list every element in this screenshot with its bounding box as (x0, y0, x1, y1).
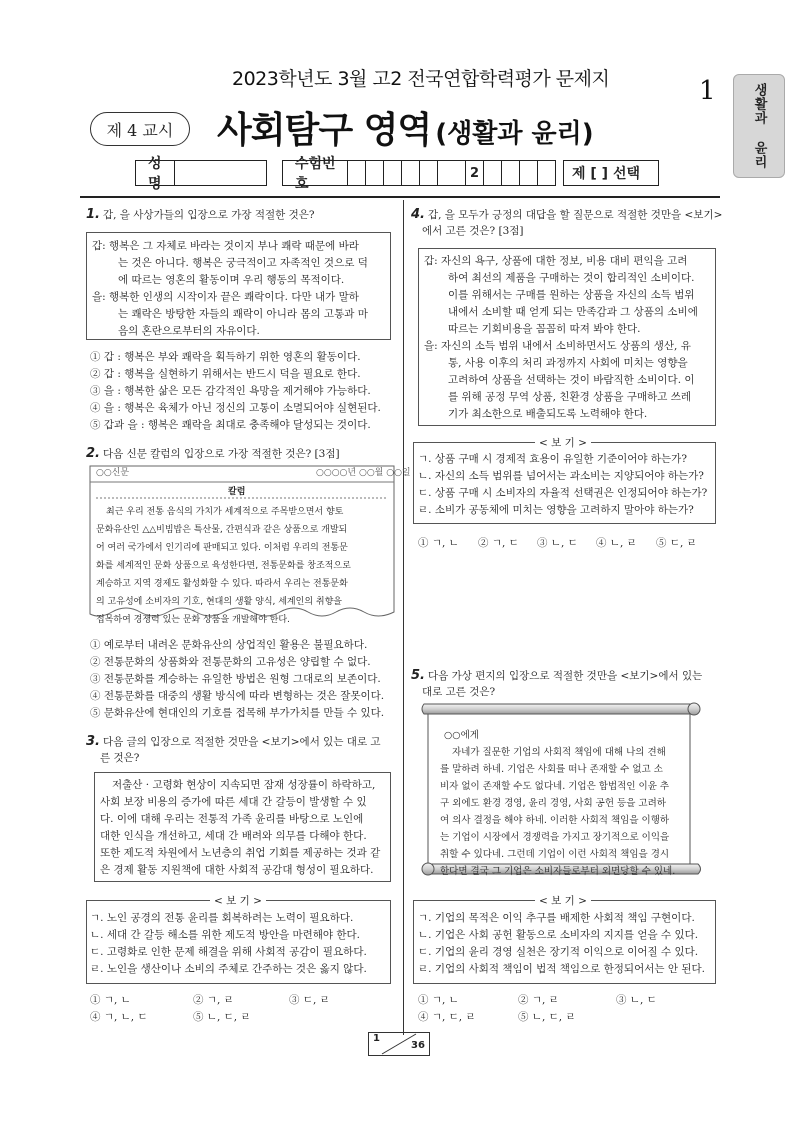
question-4-prompt (411, 206, 722, 224)
passage-line: 어 여러 국가에서 인기리에 판매되고 있다. 이처럼 우리의 전통문 (96, 543, 348, 553)
passage-line: 문화유산인 △△비빔밥은 특산물, 간편식과 같은 상품으로 개발되 (96, 525, 348, 535)
answer-option[interactable]: ② ㄱ, ㄹ (193, 994, 234, 1006)
bogi-label: < 보 기 > (535, 435, 591, 450)
bogi-label: < 보 기 > (535, 893, 591, 908)
answer-option[interactable]: ④ 전통문화를 대중의 생활 방식에 따라 변형하는 것은 잘못이다. (90, 690, 385, 702)
bogi-item: ㄱ. 노인 공경의 전통 윤리를 회복하려는 노력이 필요하다. (90, 912, 354, 924)
name-field[interactable] (175, 160, 267, 186)
question-3-text-cont: 른 것은? (100, 752, 140, 764)
passage-line: 을: 행복한 인생의 시작이자 끝은 쾌락이다. 다만 내가 말하 (92, 291, 359, 303)
answer-option[interactable]: ⑤ ㄴ, ㄷ, ㄹ (193, 1011, 251, 1023)
question-2-text: 다음 신문 칼럼의 입장으로 가장 적절한 것은? [3점] (102, 448, 340, 460)
column-divider (403, 200, 404, 1035)
selection-label: 제 [ ] 선택 (572, 166, 640, 182)
exam-number-label: 수험번호 (295, 156, 336, 192)
passage-line: 갑: 자신의 욕구, 상품에 대한 정보, 비용 대비 편익을 고려 (424, 255, 688, 267)
bogi-item: ㄹ. 기업의 사회적 책임이 법적 책임으로 한정되어서는 안 된다. (418, 963, 705, 975)
question-3-text: 다음 글의 입장으로 적절한 것만을 <보기>에서 있는 대로 고 (102, 736, 381, 748)
bogi-item: ㄴ. 세대 간 갈등 해소를 위한 제도적 방안을 마련해야 한다. (90, 929, 361, 941)
bogi-item: ㄱ. 상품 구매 시 경제적 효용이 유일한 기준이어야 하는가? (418, 453, 687, 465)
passage-line: 은 경제 활동 지원책에 대한 사회적 공감대 형성이 필요하다. (100, 864, 374, 876)
question-2-number: 2. (86, 446, 100, 461)
letter-line: 구 외에도 환경 경영, 윤리 경영, 사회 공헌 등을 고려하 (440, 798, 666, 809)
answer-option[interactable]: ⑤ ㄷ, ㄹ (656, 537, 697, 549)
page-number: 1 (699, 76, 716, 106)
exam-number-cell[interactable] (502, 160, 520, 186)
question-5-text: 다음 가상 편지의 입장으로 적절한 것만을 <보기>에서 있는 (427, 670, 703, 682)
exam-number-cell[interactable] (538, 160, 556, 186)
answer-option[interactable]: ⑤ 문화유산에 현대인의 기호를 접목해 부가가치를 만들 수 있다. (90, 707, 385, 719)
passage-line: 를 위해 공정 무역 상품, 친환경 상품을 구매하고 쓰레 (448, 391, 692, 403)
letter-line: 자네가 질문한 기업의 사회적 책임에 대해 나의 견해 (452, 747, 666, 758)
exam-number-label-box (282, 156, 348, 192)
subject-title (217, 102, 594, 153)
column-heading: 칼럼 (228, 487, 246, 497)
letter-line: 여 의사 결정을 해야 하네. 이러한 사회적 책임을 이행하 (440, 815, 670, 826)
answer-option[interactable]: ① ㄱ, ㄴ (418, 537, 459, 549)
exam-number-cell[interactable] (520, 160, 538, 186)
question-4-text: 갑, 을 모두가 긍정의 대답을 할 질문으로 적절한 것만을 <보기> (427, 209, 723, 221)
answer-option[interactable]: ④ 을 : 행복은 육체가 아닌 정신의 고통이 소멸되어야 실현된다. (90, 402, 381, 414)
question-3-prompt (86, 733, 381, 751)
passage-line: 내에서 소비할 때 얻게 되는 만족감과 그 상품의 소비에 (448, 306, 698, 318)
name-label: 성명 (148, 156, 162, 192)
answer-option[interactable]: ① ㄱ, ㄴ (90, 994, 131, 1006)
passage-line: 다. 이에 대해 우리는 전통적 가족 윤리를 바탕으로 노인에 (100, 813, 364, 825)
answer-option[interactable]: ③ ㄷ, ㄹ (289, 994, 330, 1006)
passage-line: 사회 보장 비용의 증가에 따른 세대 간 갈등이 발생할 수 있 (100, 796, 367, 808)
bogi-item: ㄹ. 노인을 생산이나 소비의 주체로 간주하는 것은 옳지 않다. (90, 963, 367, 975)
passage-line: 최근 우리 전통 음식의 가치가 세계적으로 주목받으면서 향토 (106, 507, 344, 517)
subject-side-tab (733, 74, 785, 178)
passage-line: 는 쾌락은 방탕한 자들의 쾌락이 아니라 몸의 고통과 마 (118, 308, 368, 320)
question-1-prompt (86, 206, 315, 224)
header-rule (80, 196, 720, 198)
answer-option[interactable]: ① 예로부터 내려온 문화유산의 상업적인 활용은 불필요하다. (90, 639, 368, 651)
bogi-item: ㄴ. 자신의 소득 범위를 넘어서는 과소비는 지양되어야 하는가? (418, 470, 704, 482)
bogi-item: ㄹ. 소비가 공동체에 미치는 영향을 고려하지 말아야 하는가? (418, 504, 694, 516)
passage-line: 접목하여 경쟁력 있는 문화 상품을 개발해야 한다. (96, 615, 290, 625)
subject-main-title: 사회탐구 영역 (217, 110, 432, 151)
letter-line: 한다면 결국 그 기업은 소비자들로부터 외면당할 수 있네. (440, 866, 676, 877)
subject-subtitle: (생활과 윤리) (435, 119, 594, 149)
letter-line: 취할 수 있다네. 그런데 기업이 이런 사회적 책임을 경시 (440, 849, 670, 860)
answer-option[interactable]: ⑤ ㄴ, ㄷ, ㄹ (518, 1011, 576, 1023)
question-4-text-cont: 에서 고른 것은? [3점] (422, 225, 524, 237)
passage-line: 을: 자신의 소득 범위 내에서 소비하면서도 상품의 생산, 유 (424, 340, 691, 352)
bogi-item: ㄷ. 기업의 윤리 경영 실천은 장기적 이익으로 이어질 수 있다. (418, 946, 699, 958)
passage-line: 계승하고 지역 경제도 활성화할 수 있다. 따라서 우리는 전통문화 (96, 579, 348, 589)
newspaper-date: ○○○○년 ○○월 ○○일 (316, 468, 411, 478)
answer-option[interactable]: ④ ㄱ, ㄷ, ㄹ (418, 1011, 476, 1023)
bogi-item: ㄷ. 고령화로 인한 문제 해결을 위해 사회적 공감이 필요하다. (90, 946, 367, 958)
letter-line: 비자 없이 존재할 수도 없다네. 기업은 합법적인 이윤 추 (440, 781, 670, 792)
exam-title: 2023학년도 3월 고2 전국연합학력평가 문제지 (232, 68, 610, 90)
question-5-text-cont: 대로 고른 것은? (422, 686, 496, 698)
passage-line: 대한 인식을 개선하고, 세대 간 배려와 의무를 다해야 한다. (100, 830, 367, 842)
question-3-number: 3. (86, 734, 100, 749)
question-2-prompt (86, 445, 340, 463)
exam-number-cell[interactable] (348, 160, 366, 186)
passage-line: 에 따르는 영혼의 활동이며 우리 행동의 목적이다. (118, 274, 345, 286)
newspaper-name: ○○신문 (96, 468, 130, 478)
answer-option[interactable]: ② ㄱ, ㄷ (478, 537, 519, 549)
passage-line: 음의 혼란으로부터의 자유이다. (118, 325, 260, 337)
exam-number-hyphen-cell (438, 160, 466, 186)
answer-option[interactable]: ① ㄱ, ㄴ (418, 994, 459, 1006)
bogi-item: ㄴ. 기업은 사회 공헌 활동으로 소비자의 지지를 얻을 수 있다. (418, 929, 699, 941)
period-badge: 제 4 교시 (90, 112, 190, 146)
letter-salutation: ○○에게 (444, 730, 479, 741)
passage-line: 고려하여 상품을 선택하는 것이 바람직한 소비이다. 이 (448, 374, 695, 386)
passage-line: 통, 사용 이후의 처리 과정까지 사회에 미치는 영향을 (448, 357, 688, 369)
side-tab-label: 생활과 윤리 (751, 83, 767, 169)
passage-line: 는 것은 아니다. 행복은 궁극적이고 자족적인 것으로 덕 (118, 257, 368, 269)
exam-number-cell[interactable] (384, 160, 402, 186)
footer-total-pages: 36 (411, 1040, 425, 1051)
answer-option[interactable]: ① 갑 : 행복은 부와 쾌락을 획득하기 위한 영혼의 활동이다. (90, 351, 361, 363)
question-4-number: 4. (411, 207, 425, 222)
passage-line: 의 고유성에 소비자의 기호, 현대의 생활 양식, 세계인의 취향을 (96, 597, 342, 607)
answer-option[interactable]: ③ ㄴ, ㄷ (616, 994, 657, 1006)
selection-box[interactable] (563, 160, 659, 186)
question-5-prompt (411, 667, 702, 685)
exam-number-cell[interactable] (484, 160, 502, 186)
bogi-item: ㄱ. 기업의 목적은 이익 추구를 배제한 사회적 책임 구현이다. (418, 912, 695, 924)
passage-line: 기가 최소한으로 배출되도록 노력해야 한다. (448, 408, 648, 420)
passage-line: 이를 위해서는 구매를 원하는 상품을 자신의 소득 범위 (448, 289, 695, 301)
name-label-box (135, 156, 175, 192)
exam-number-cell[interactable] (366, 160, 384, 186)
question-1-text: 갑, 을 사상가들의 입장으로 가장 적절한 것은? (102, 209, 315, 221)
question-5-number: 5. (411, 668, 425, 683)
passage-line: 따르는 기회비용을 꼼꼼히 따져 봐야 한다. (448, 323, 641, 335)
exam-number-cell[interactable] (402, 160, 420, 186)
answer-option[interactable]: ③ 을 : 행복한 삶은 모든 감각적인 욕망을 제거해야 가능하다. (90, 385, 371, 397)
passage-line: 또한 제도적 차원에서 노년층의 취업 기회를 제공하는 것과 같 (100, 847, 381, 859)
answer-option[interactable]: ② 갑 : 행복을 실현하기 위해서는 반드시 덕을 필요로 한다. (90, 368, 361, 380)
passage-line: 갑: 행복은 그 자체로 바라는 것이지 부나 쾌락 때문에 바라 (92, 240, 359, 252)
answer-option[interactable]: ② ㄱ, ㄹ (518, 994, 559, 1006)
letter-line: 를 말하려 하네. 기업은 사회를 떠나 존재할 수 없고 소 (440, 764, 663, 775)
answer-option[interactable]: ② 전통문화의 상품화와 전통문화의 고유성은 양립할 수 없다. (90, 656, 371, 668)
answer-option[interactable]: ④ ㄴ, ㄹ (596, 537, 637, 549)
letter-line: 는 기업이 시장에서 경쟁력을 가지고 장기적으로 이익을 (440, 832, 670, 843)
passage-line: 하여 최선의 제품을 구매하는 것이 합리적인 소비이다. (448, 272, 695, 284)
answer-option[interactable]: ③ 전통문화를 계승하는 유일한 방법은 원형 그대로의 보존이다. (90, 673, 381, 685)
answer-option[interactable]: ③ ㄴ, ㄷ (537, 537, 578, 549)
bogi-item: ㄷ. 상품 구매 시 소비자의 자율적 선택권은 인정되어야 하는가? (418, 487, 708, 499)
passage-line: 저출산 · 고령화 현상이 지속되면 잠재 성장률이 하락하고, (112, 779, 376, 791)
answer-option[interactable]: ⑤ 갑과 을 : 행복은 쾌락을 최대로 충족해야 달성되는 것이다. (90, 419, 371, 431)
bogi-label: < 보 기 > (210, 893, 266, 908)
question-1-number: 1. (86, 207, 100, 222)
answer-option[interactable]: ④ ㄱ, ㄴ, ㄷ (90, 1011, 148, 1023)
footer-page-number: 1 (373, 1033, 380, 1044)
exam-number-digit: 2 (466, 160, 484, 186)
passage-line: 화를 세계적인 문화 상품으로 육성한다면, 전통문화를 창조적으로 (96, 561, 351, 571)
exam-number-cell[interactable] (420, 160, 438, 186)
